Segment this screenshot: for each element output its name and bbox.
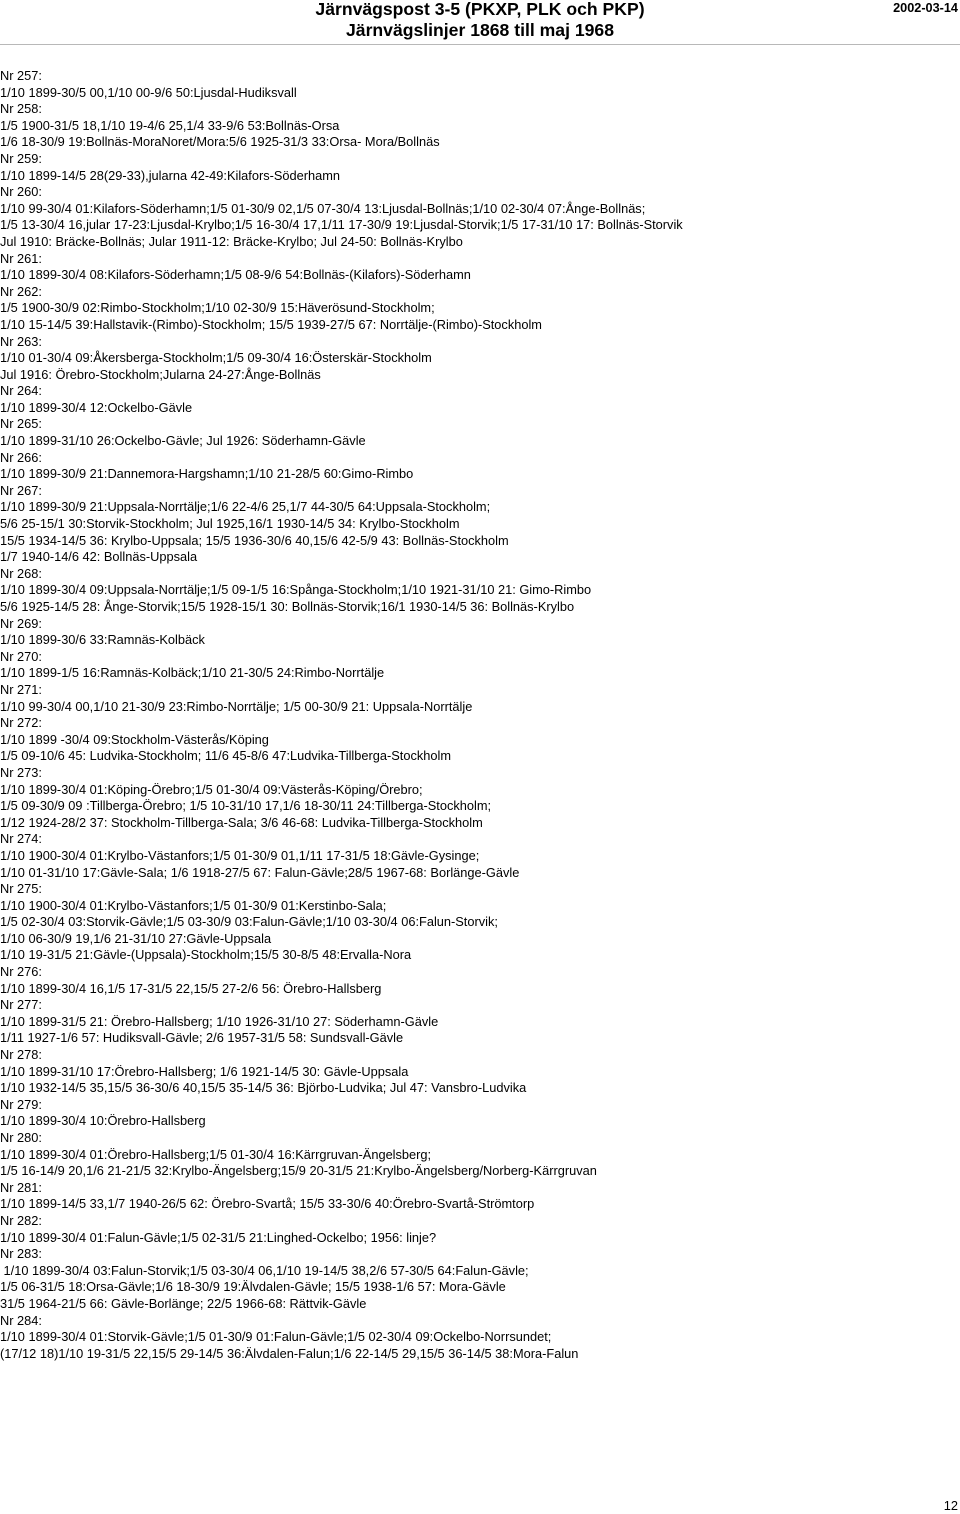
entry-269 [0, 616, 960, 649]
entry-line: 1/5 09-30/9 09 :Tillberga-Örebro; 1/5 10-31/10 17,1/6 18-30/11 24:Tillberga-Stockholm; [0, 798, 492, 814]
entry-line: 1/10 1899-30/9 21:Dannemora-Hargshamn;1/10 21-28/5 60:Gimo-Rimbo [0, 466, 414, 482]
entry-line: 1/5 1900-30/9 02:Rimbo-Stockholm;1/10 02-30/9 15:Häverösund-Stockholm; [0, 300, 435, 316]
entry-259 [0, 151, 960, 184]
entry-line: 1/10 1899 -30/4 09:Stockholm-Västerås/Köping [0, 731, 269, 747]
entry-number: Nr 265: [0, 416, 42, 432]
entry-line: 31/5 1964-21/5 66: Gävle-Borlänge; 22/5 1966-68: Rättvik-Gävle [0, 1295, 367, 1311]
entry-276 [0, 964, 960, 997]
entry-number: Nr 267: [0, 482, 42, 498]
entry-261 [0, 251, 960, 284]
entry-number: Nr 284: [0, 1312, 42, 1328]
entry-257 [0, 68, 960, 101]
entry-number: Nr 262: [0, 283, 42, 299]
entry-line: 1/10 99-30/4 00,1/10 21-30/9 23:Rimbo-Norrtälje; 1/5 00-30/9 21: Uppsala-Norrtälje [0, 698, 473, 714]
entry-number: Nr 269: [0, 615, 42, 631]
entry-line: 1/10 1899-30/4 09:Uppsala-Norrtälje;1/5 09-1/5 16:Spånga-Stockholm;1/10 1921-31/10 21: Gimo-Rimbo [0, 582, 592, 598]
entry-266 [0, 450, 960, 483]
entry-272 [0, 715, 960, 765]
document-title: Järnvägspost 3-5 (PKXP, PLK och PKP) [315, 0, 645, 19]
entry-line: 1/10 1899-30/4 12:Ockelbo-Gävle [0, 399, 193, 415]
entry-281 [0, 1180, 960, 1213]
entry-line: 1/10 1899-30/9 21:Uppsala-Norrtälje;1/6 22-4/6 25,1/7 44-30/5 64:Uppsala-Stockholm; [0, 499, 491, 515]
entry-line: Jul 1916: Örebro-Stockholm;Jularna 24-27:Ånge-Bollnäs [0, 366, 321, 382]
entry-line: 1/10 1899-14/5 33,1/7 1940-26/5 62: Örebro-Svartå; 15/5 33-30/6 40:Örebro-Svartå-Strömtorp [0, 1196, 535, 1212]
entry-line: 1/5 02-30/4 03:Storvik-Gävle;1/5 03-30/9 03:Falun-Gävle;1/10 03-30/4 06:Falun-Storvik; [0, 914, 498, 930]
entry-258 [0, 101, 960, 151]
entry-line: 1/10 1899-30/4 01:Köping-Örebro;1/5 01-30/4 09:Västerås-Köping/Örebro; [0, 781, 423, 797]
entry-line: 1/5 1900-31/5 18,1/10 19-4/6 25,1/4 33-9/6 53:Bollnäs-Orsa [0, 117, 340, 133]
entry-line: 1/10 1899-30/6 33:Ramnäs-Kolbäck [0, 632, 205, 648]
entry-line: 15/5 1934-14/5 36: Krylbo-Uppsala; 15/5 1936-30/6 40,15/6 42-5/9 43: Bollnäs-Stockholm [0, 532, 509, 548]
entry-number: Nr 268: [0, 565, 42, 581]
entry-line: 1/10 1899-14/5 28(29-33),jularna 42-49:Kilafors-Söderhamn [0, 167, 341, 183]
entry-number: Nr 260: [0, 184, 42, 200]
entry-268 [0, 566, 960, 616]
entry-line: 1/10 1900-30/4 01:Krylbo-Västanfors;1/5 01-30/9 01:Kerstinbo-Sala; [0, 897, 387, 913]
entry-line: 1/10 99-30/4 01:Kilafors-Söderhamn;1/5 01-30/9 02,1/5 07-30/4 13:Ljusdal-Bollnäs;1/10 02-30/4 07:Ånge-Bollnäs; [0, 200, 646, 216]
entry-line: 1/11 1927-1/6 57: Hudiksvall-Gävle; 2/6 1957-31/5 58: Sundsvall-Gävle [0, 1030, 404, 1046]
entry-line: 1/5 06-31/5 18:Orsa-Gävle;1/6 18-30/9 19:Älvdalen-Gävle; 15/5 1938-1/6 57: Mora-Gävle [0, 1279, 506, 1295]
entry-284 [0, 1313, 960, 1363]
entry-list [0, 68, 960, 1362]
entry-number: Nr 273: [0, 764, 42, 780]
entry-number: Nr 277: [0, 997, 42, 1013]
entry-number: Nr 276: [0, 964, 42, 980]
entry-number: Nr 259: [0, 150, 42, 166]
entry-line: 1/10 1899-30/4 10:Örebro-Hallsberg [0, 1113, 206, 1129]
document-date: 2002-03-14 [893, 1, 958, 15]
entry-line: 1/10 1899-30/5 00,1/10 00-9/6 50:Ljusdal-Hudiksvall [0, 84, 297, 100]
entry-number: Nr 266: [0, 449, 42, 465]
entry-number: Nr 280: [0, 1130, 42, 1145]
entry-262 [0, 284, 960, 334]
entry-263 [0, 334, 960, 384]
entry-number: Nr 261: [0, 250, 42, 266]
entry-line: 1/10 1899-30/4 01:Falun-Gävle;1/5 02-31/5 21:Linghed-Ockelbo; 1956: linje? [0, 1229, 437, 1245]
entry-278 [0, 1047, 960, 1097]
document-subtitle: Järnvägslinjer 1868 till maj 1968 [346, 20, 614, 40]
entry-line: 5/6 25-15/1 30:Storvik-Stockholm; Jul 1925,16/1 1930-14/5 34: Krylbo-Stockholm [0, 516, 460, 532]
entry-number: Nr 279: [0, 1096, 42, 1112]
entry-line: 1/10 1899-1/5 16:Ramnäs-Kolbäck;1/10 21-30/5 24:Rimbo-Norrtälje [0, 665, 385, 681]
entry-line: 1/10 01-31/10 17:Gävle-Sala; 1/6 1918-27/5 67: Falun-Gävle;28/5 1967-68: Borlänge-Gävle [0, 864, 520, 880]
entry-line: 1/10 15-14/5 39:Hallstavik-(Rimbo)-Stockholm; 15/5 1939-27/5 67: Norrtälje-(Rimbo)-Stockholm [0, 316, 542, 332]
entry-number: Nr 274: [0, 831, 42, 847]
entry-number: Nr 270: [0, 648, 42, 664]
entry-line: 1/10 1932-14/5 35,15/5 36-30/6 40,15/5 35-14/5 36: Björbo-Ludvika; Jul 47: Vansbro-Ludvika [0, 1080, 527, 1096]
entry-number: Nr 272: [0, 715, 42, 731]
entry-264 [0, 383, 960, 416]
entry-number: Nr 282: [0, 1212, 42, 1228]
page-number: 12 [943, 1498, 958, 1513]
entry-line: 1/10 06-30/9 19,1/6 21-31/10 27:Gävle-Uppsala [0, 930, 272, 946]
entry-number: Nr 281: [0, 1179, 42, 1195]
entry-number: Nr 283: [0, 1246, 42, 1262]
entry-line: 1/7 1940-14/6 42: Bollnäs-Uppsala [0, 549, 198, 565]
entry-line: 1/10 1899-30/4 01:Storvik-Gävle;1/5 01-30/9 01:Falun-Gävle;1/5 02-30/4 09:Ockelbo-Norrsundet; [0, 1329, 552, 1345]
entry-265 [0, 416, 960, 449]
entry-279 [0, 1097, 960, 1130]
entry-line: Jul 1910: Bräcke-Bollnäs; Jular 1911-12: Bräcke-Krylbo; Jul 24-50: Bollnäs-Krylbo [0, 233, 463, 249]
entry-line: 1/10 1899-30/4 16,1/5 17-31/5 22,15/5 27-2/6 56: Örebro-Hallsberg [0, 980, 382, 996]
entry-line: 1/10 01-30/4 09:Åkersberga-Stockholm;1/5 09-30/4 16:Österskär-Stockholm [0, 350, 432, 366]
entry-line: 1/10 1899-30/4 01:Örebro-Hallsberg;1/5 01-30/4 16:Kärrgruvan-Ängelsberg; [0, 1146, 432, 1162]
entry-number: Nr 264: [0, 383, 42, 399]
entry-line: 1/5 09-10/6 45: Ludvika-Stockholm; 11/6 45-8/6 47:Ludvika-Tillberga-Stockholm [0, 748, 451, 764]
entry-271 [0, 682, 960, 715]
entry-274 [0, 831, 960, 881]
entry-number: Nr 275: [0, 881, 42, 897]
entry-line: 5/6 1925-14/5 28: Ånge-Storvik;15/5 1928-15/1 30: Bollnäs-Storvik;16/1 1930-14/5 36: Bollnäs-Krylbo [0, 599, 575, 614]
entry-line: 1/5 13-30/4 16,jular 17-23:Ljusdal-Krylbo;1/5 16-30/4 17,1/11 17-30/9 19:Ljusdal-Storvik;1/5 17-31/10 17: Bollnäs-Storvik [0, 217, 683, 233]
entry-273 [0, 765, 960, 831]
entry-line: 1/10 1899-31/5 21: Örebro-Hallsberg; 1/10 1926-31/10 27: Söderhamn-Gävle [0, 1013, 439, 1029]
entry-line: 1/5 16-14/9 20,1/6 21-21/5 32:Krylbo-Ängelsberg;15/9 20-31/5 21:Krylbo-Ängelsberg/Norberg-Kärrgruvan [0, 1163, 597, 1179]
entry-line: 1/10 1899-31/10 17:Örebro-Hallsberg; 1/6 1921-14/5 30: Gävle-Uppsala [0, 1063, 409, 1079]
entry-line: 1/10 1899-31/10 26:Ockelbo-Gävle; Jul 1926: Söderhamn-Gävle [0, 433, 366, 449]
entry-270 [0, 649, 960, 682]
entry-267 [0, 483, 960, 566]
entry-280 [0, 1130, 960, 1180]
entry-line: 1/10 1899-30/4 08:Kilafors-Söderhamn;1/5 08-9/6 54:Bollnäs-(Kilafors)-Söderhamn [0, 267, 471, 283]
entry-line: 1/10 19-31/5 21:Gävle-(Uppsala)-Stockholm;15/5 30-8/5 48:Ervalla-Nora [0, 947, 412, 963]
entry-number: Nr 263: [0, 333, 42, 349]
entry-number: Nr 271: [0, 681, 42, 697]
entry-283 [0, 1246, 960, 1312]
entry-277 [0, 997, 960, 1047]
entry-number: Nr 257: [0, 68, 42, 83]
entry-275 [0, 881, 960, 964]
entry-line: (17/12 18)1/10 19-31/5 22,15/5 29-14/5 36:Älvdalen-Falun;1/6 22-14/5 29,15/5 36-14/5 38:Mora-Falun [0, 1345, 579, 1361]
header-rule [0, 44, 960, 45]
entry-260 [0, 184, 960, 250]
entry-number: Nr 278: [0, 1047, 42, 1063]
entry-line: 1/6 18-30/9 19:Bollnäs-MoraNoret/Mora:5/6 1925-31/3 33:Orsa- Mora/Bollnäs [0, 134, 440, 150]
entry-line: 1/10 1899-30/4 03:Falun-Storvik;1/5 03-30/4 06,1/10 19-14/5 38,2/6 57-30/5 64:Falun-Gävle; [0, 1262, 529, 1278]
entry-line: 1/12 1924-28/2 37: Stockholm-Tillberga-Sala; 3/6 46-68: Ludvika-Tillberga-Stockholm [0, 814, 483, 830]
entry-282 [0, 1213, 960, 1246]
entry-line: 1/10 1900-30/4 01:Krylbo-Västanfors;1/5 01-30/9 01,1/11 17-31/5 18:Gävle-Gysinge; [0, 847, 480, 863]
entry-number: Nr 258: [0, 101, 42, 117]
